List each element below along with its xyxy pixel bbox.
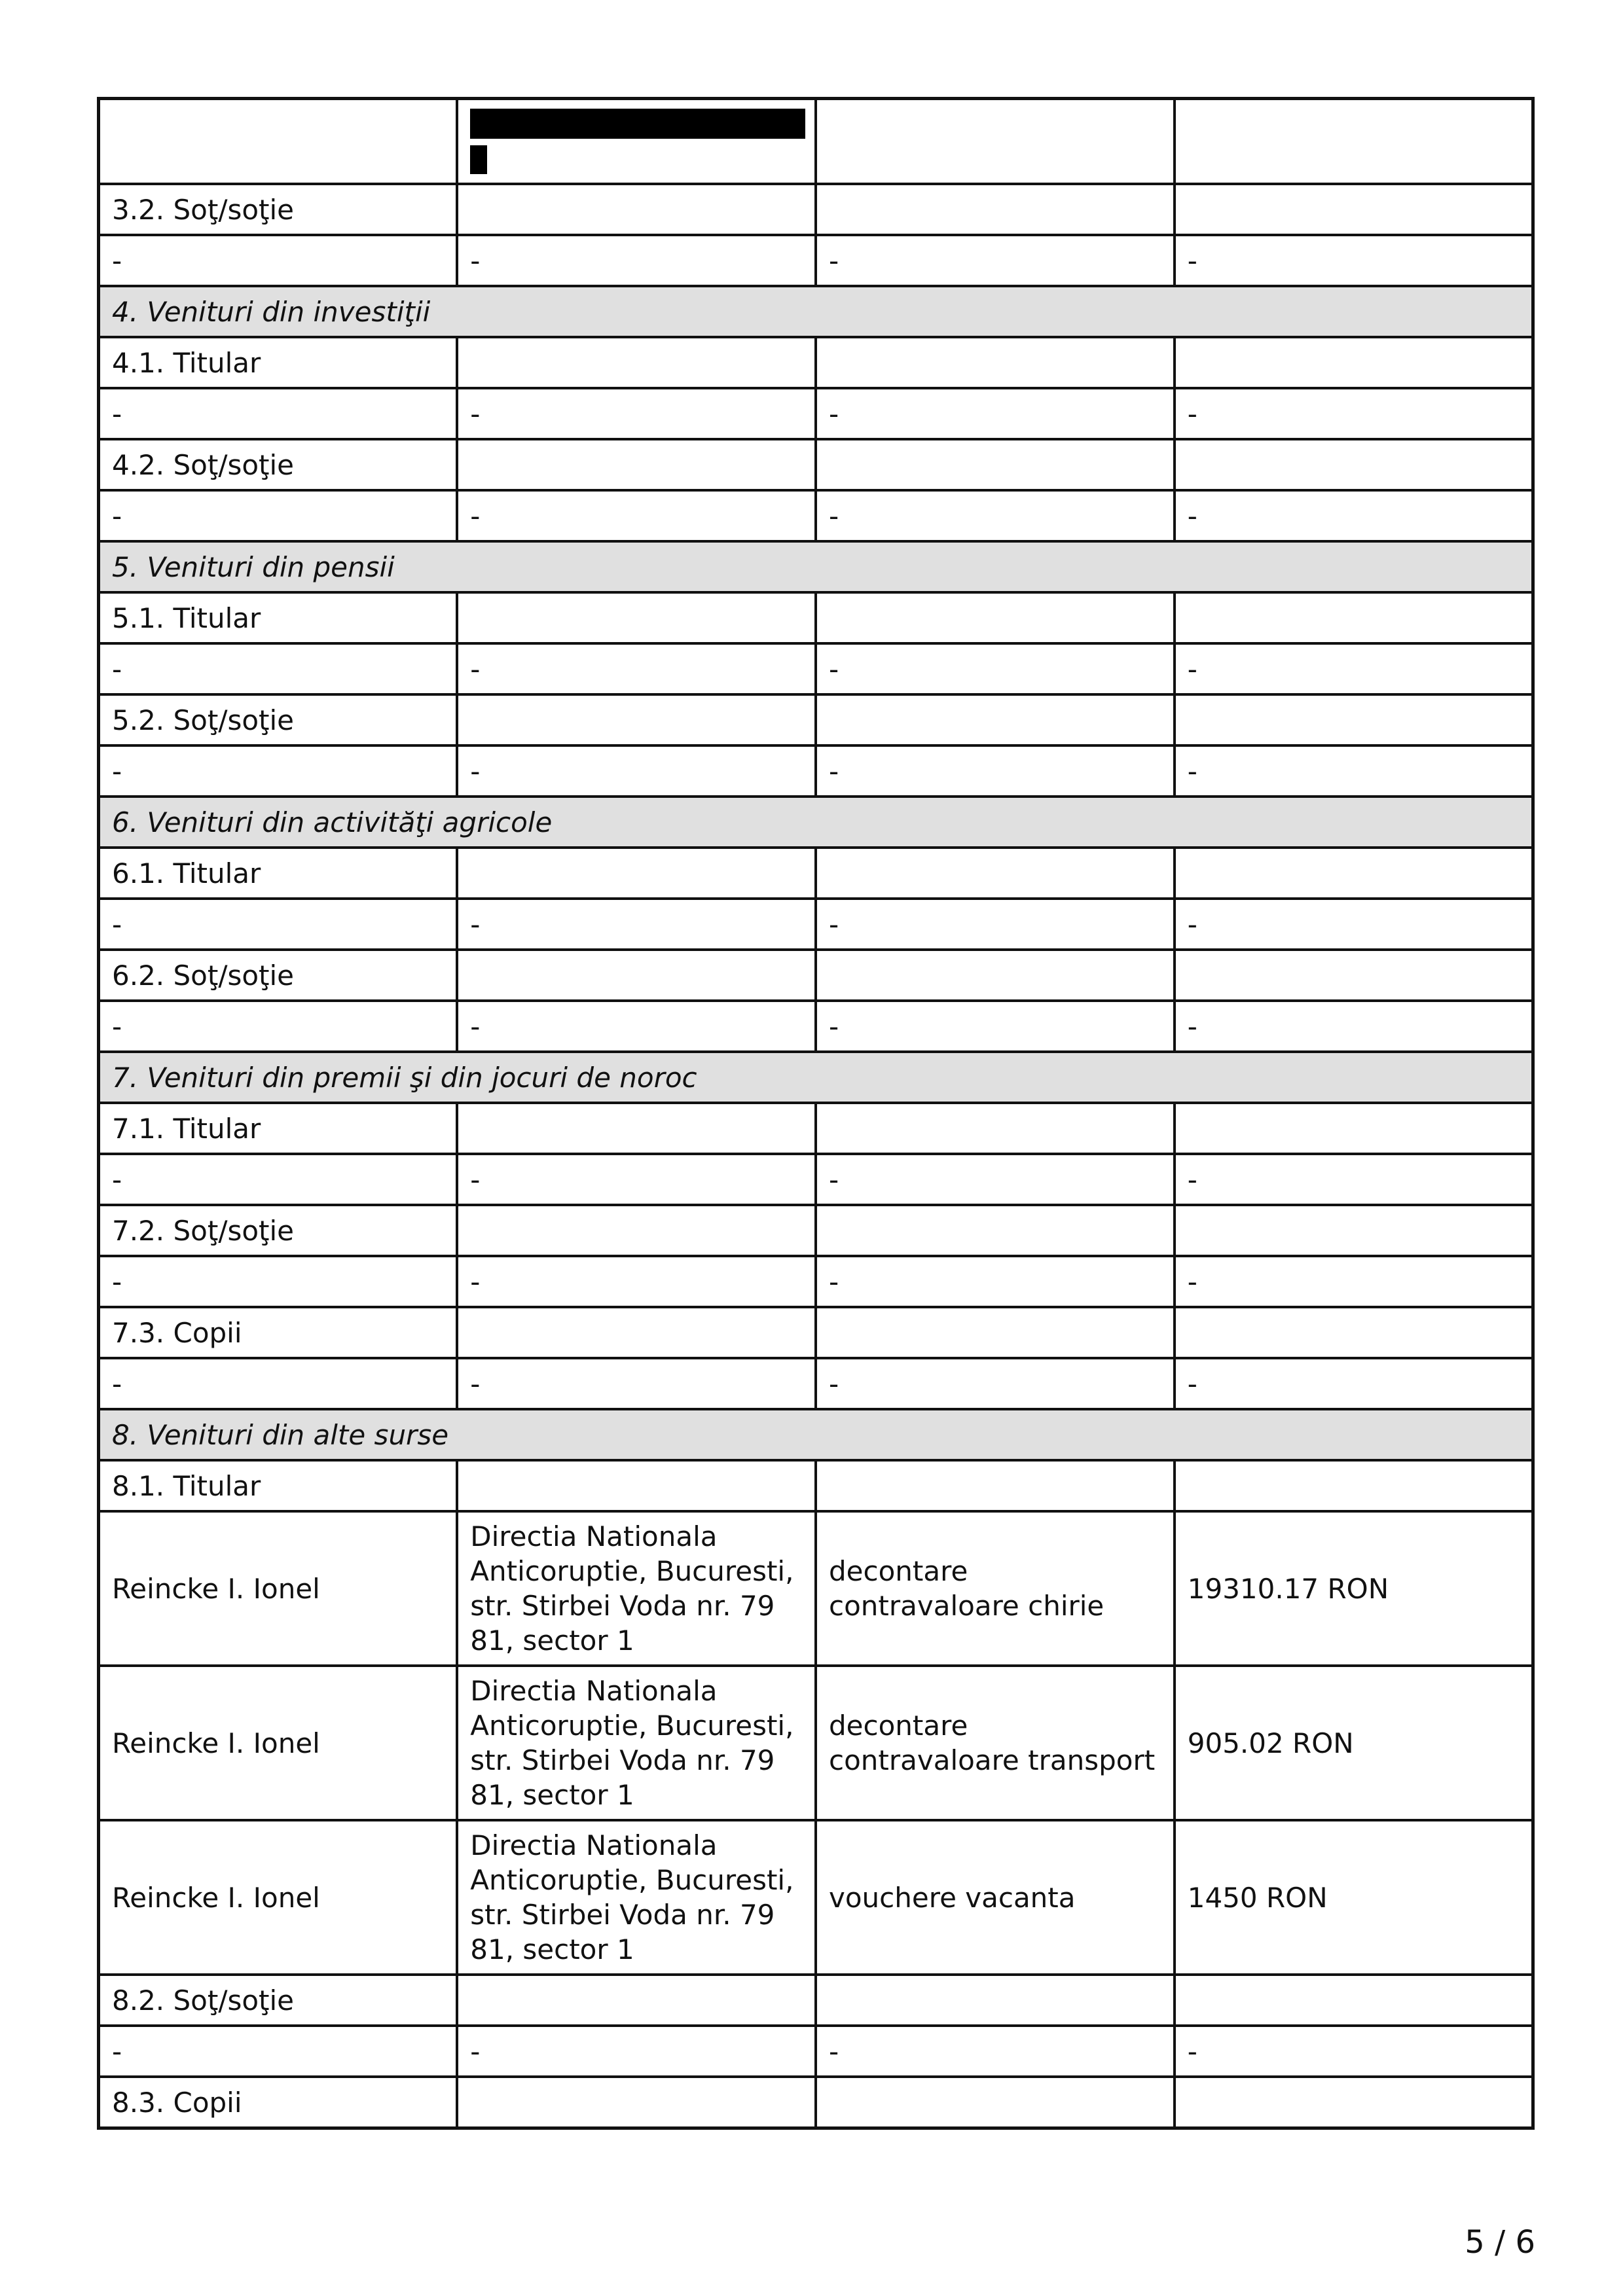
table-cell [457,2077,816,2128]
table-cell: - [816,643,1175,694]
table-row [99,184,1533,235]
table-cell: 1450 RON [1175,1820,1533,1975]
table-cell: - [457,899,816,950]
redaction-mark [470,145,487,174]
table-row [99,1103,1533,1154]
table-cell: - [1175,899,1533,950]
table-cell: 5.1. Titular [99,592,458,643]
table-cell: 7.2. Soţ/soţie [99,1205,458,1256]
table-cell: - [457,490,816,541]
table-cell [816,950,1175,1001]
table-cell [1175,337,1533,388]
table-row [99,592,1533,643]
table-cell: - [816,490,1175,541]
table-cell: Directia Nationala Anticoruptie, Bucuresti, str. Stirbei Voda nr. 79 81, sector 1 [457,1820,816,1975]
section-header-row [99,541,1533,592]
table-cell: - [816,1256,1175,1307]
table-cell: - [1175,643,1533,694]
table-cell [816,337,1175,388]
table-row [99,745,1533,797]
table-cell [816,99,1175,185]
table-cell: - [457,388,816,439]
table-row [99,899,1533,950]
table-row [99,1358,1533,1409]
table-cell: - [457,643,816,694]
table-cell [816,1975,1175,2026]
section-header-row [99,286,1533,337]
table-cell: - [457,1001,816,1052]
table-row [99,1820,1533,1975]
section-title: 7. Venituri din premii şi din jocuri de noroc [99,1052,1533,1103]
table-cell [816,694,1175,745]
table-cell [1175,848,1533,899]
table-cell [816,1460,1175,1511]
table-cell: - [457,1358,816,1409]
table-cell: vouchere vacanta [816,1820,1175,1975]
table-row [99,2026,1533,2077]
table-cell: - [99,388,458,439]
table-cell: - [1175,1001,1533,1052]
table-cell: - [99,1154,458,1205]
table-cell [457,848,816,899]
table-cell [1175,592,1533,643]
table-cell: - [99,745,458,797]
table-cell: 6.2. Soţ/soţie [99,950,458,1001]
table-cell [816,2077,1175,2128]
table-cell: - [457,1154,816,1205]
page-number: 5 / 6 [1465,2224,1535,2261]
table-cell [457,1205,816,1256]
table-cell: - [1175,745,1533,797]
table-body [99,99,1533,2128]
table-cell: - [99,1256,458,1307]
section-title: 5. Venituri din pensii [99,541,1533,592]
section-title: 4. Venituri din investiţii [99,286,1533,337]
table-cell: 7.3. Copii [99,1307,458,1358]
table-cell: - [1175,235,1533,286]
table-cell: - [1175,1154,1533,1205]
table-cell: 4.2. Soţ/soţie [99,439,458,490]
table-row [99,1666,1533,1820]
table-cell [816,1205,1175,1256]
table-cell [457,337,816,388]
section-title: 6. Venituri din activităţi agricole [99,797,1533,848]
table-row [99,1256,1533,1307]
table-cell: 8.1. Titular [99,1460,458,1511]
table-cell [457,1103,816,1154]
table-cell [457,1307,816,1358]
table-cell: Directia Nationala Anticoruptie, Bucuresti, str. Stirbei Voda nr. 79 81, sector 1 [457,1666,816,1820]
table-row [99,1307,1533,1358]
table-cell [816,439,1175,490]
table-row [99,99,1533,185]
section-header-row [99,1409,1533,1460]
table-cell: - [816,2026,1175,2077]
table-row [99,337,1533,388]
table-cell: 5.2. Soţ/soţie [99,694,458,745]
redaction-bar [470,109,805,139]
table-cell: 8.2. Soţ/soţie [99,1975,458,2026]
table-cell [457,184,816,235]
table-row [99,388,1533,439]
table-cell: - [1175,388,1533,439]
table-row [99,1001,1533,1052]
table-cell [457,592,816,643]
table-cell [1175,950,1533,1001]
table-cell [457,1975,816,2026]
table-cell [1175,1460,1533,1511]
table-cell [457,950,816,1001]
table-row [99,643,1533,694]
table-cell [816,1103,1175,1154]
section-header-row [99,797,1533,848]
table-cell: - [816,388,1175,439]
table-cell: Reincke I. Ionel [99,1820,458,1975]
table-row [99,694,1533,745]
table-cell: 6.1. Titular [99,848,458,899]
table-cell [816,1307,1175,1358]
table-cell: - [816,1358,1175,1409]
table-cell [1175,694,1533,745]
table-cell: - [99,643,458,694]
table-cell: - [816,899,1175,950]
table-cell: 8.3. Copii [99,2077,458,2128]
table-cell: decontare contravaloare transport [816,1666,1175,1820]
table-cell: decontare contravaloare chirie [816,1511,1175,1666]
table-cell: 905.02 RON [1175,1666,1533,1820]
table-cell: - [99,490,458,541]
table-cell: - [99,1358,458,1409]
table-cell: - [99,2026,458,2077]
section-header-row [99,1052,1533,1103]
table-cell: Reincke I. Ionel [99,1666,458,1820]
table-cell [816,184,1175,235]
table-cell: Directia Nationala Anticoruptie, Bucuresti, str. Stirbei Voda nr. 79 81, sector 1 [457,1511,816,1666]
table-cell [1175,1103,1533,1154]
table-cell [1175,2077,1533,2128]
section-title: 8. Venituri din alte surse [99,1409,1533,1460]
table-cell: - [99,1001,458,1052]
table-cell [1175,1205,1533,1256]
table-cell [816,848,1175,899]
table-cell: - [1175,490,1533,541]
table-cell [1175,1975,1533,2026]
table-cell [1175,1307,1533,1358]
table-row [99,848,1533,899]
table-cell: - [816,745,1175,797]
table-row [99,490,1533,541]
table-cell: - [816,1001,1175,1052]
table-cell: 19310.17 RON [1175,1511,1533,1666]
table-cell: - [457,2026,816,2077]
table-cell: - [816,1154,1175,1205]
table-cell: - [1175,2026,1533,2077]
income-declaration-table [97,97,1535,2130]
table-cell: - [1175,1358,1533,1409]
table-cell: - [457,745,816,797]
table-cell [99,99,458,185]
table-cell: - [816,235,1175,286]
table-cell: Reincke I. Ionel [99,1511,458,1666]
table-cell: - [457,1256,816,1307]
table-cell: 7.1. Titular [99,1103,458,1154]
table-cell [1175,184,1533,235]
table-cell: - [457,235,816,286]
table-cell [457,1460,816,1511]
table-cell [457,439,816,490]
table-row [99,2077,1533,2128]
table-cell: - [99,235,458,286]
table-row [99,1154,1533,1205]
table-cell: 4.1. Titular [99,337,458,388]
table-row [99,235,1533,286]
table-cell [457,694,816,745]
redacted-cell [457,99,816,185]
table-row [99,1511,1533,1666]
table-cell [1175,439,1533,490]
table-row [99,1975,1533,2026]
table-row [99,1460,1533,1511]
table-cell [1175,99,1533,185]
table-row [99,950,1533,1001]
table-cell: - [99,899,458,950]
table-cell: - [1175,1256,1533,1307]
table-row [99,439,1533,490]
table-cell: 3.2. Soţ/soţie [99,184,458,235]
table-cell [816,592,1175,643]
table-row [99,1205,1533,1256]
